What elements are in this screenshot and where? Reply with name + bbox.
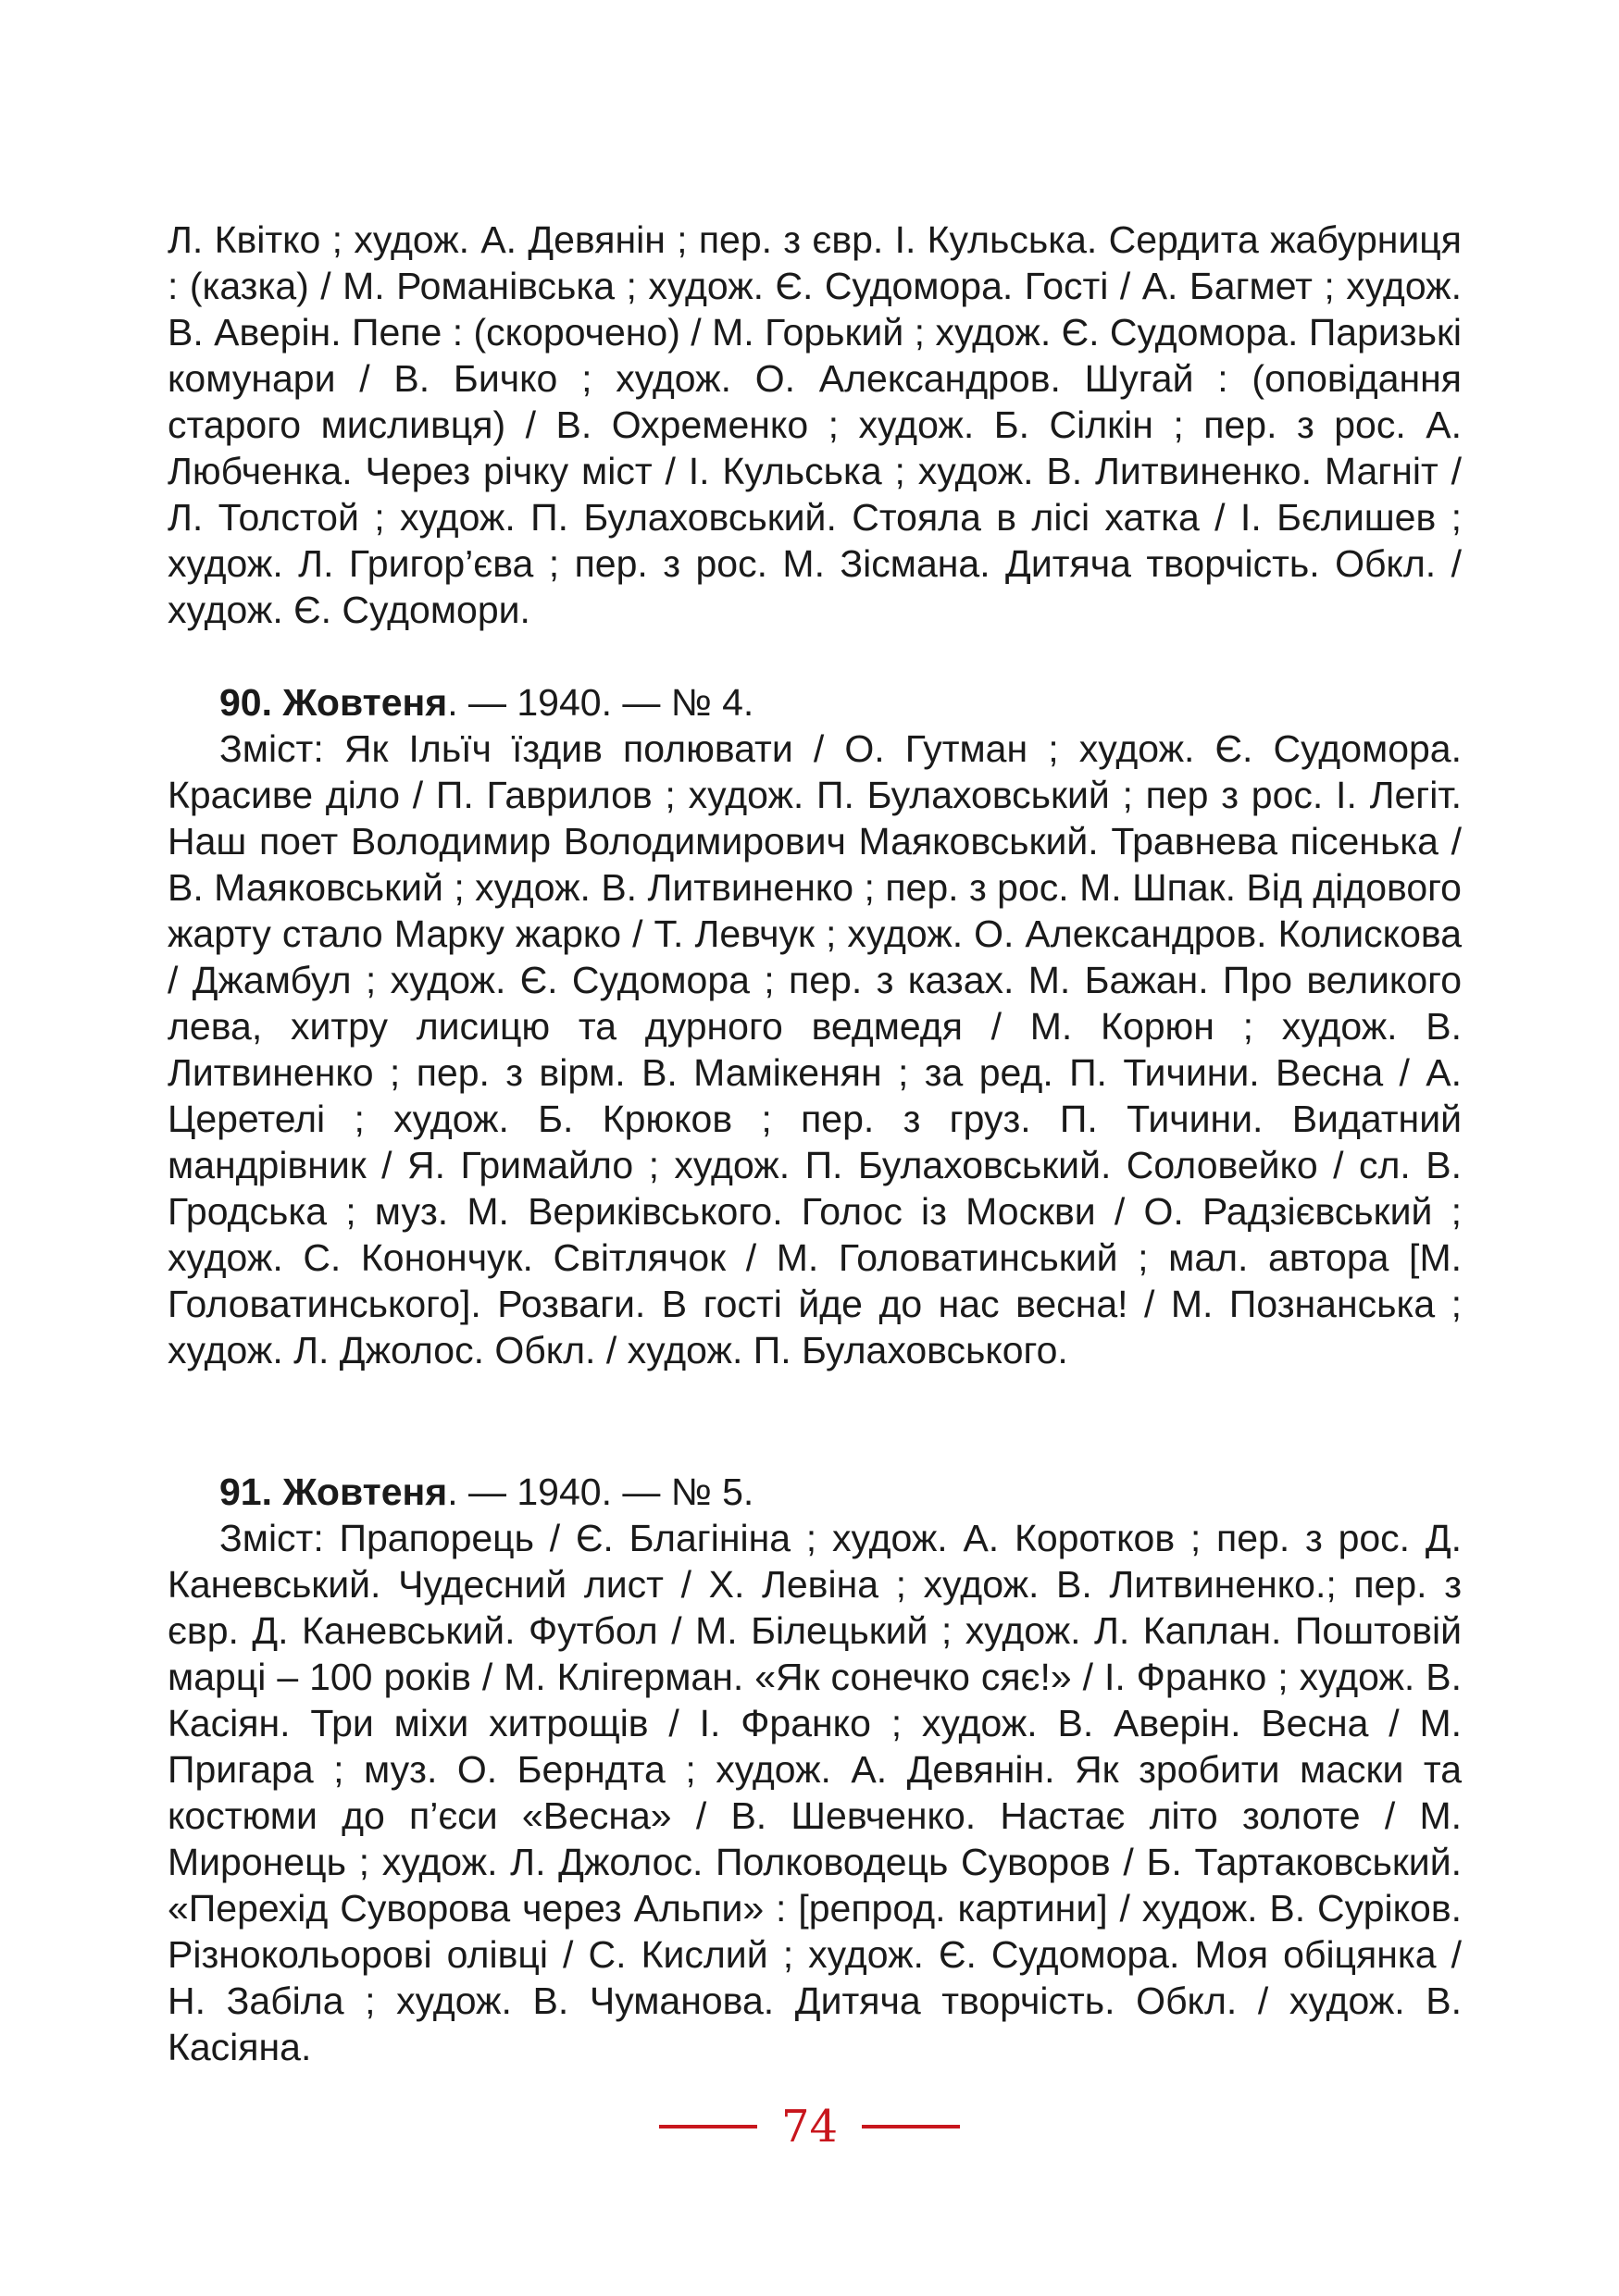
entry-details: . — 1940. — № 5. — [447, 1471, 754, 1513]
footer-rule-left — [659, 2125, 757, 2128]
intro-paragraph: Л. Квітко ; худож. А. Девянін ; пер. з євр. І. Кульська. Сердита жабурниця : (казка) / М. Романівська ; худож. Є. Судомора. Гості / А. Багмет ; худож. В. Аверін. Пепе : (скорочено) / М. Горький ; худож. Є. Судомора. Паризькі комунари / В. Бичко ; худож. О. Александров. Шугай : (оповідання старого мисливця) / В. Охременко ; худож. Б. Сілкін ; пер. з рос. А. Любченка. Через річку міст / І. Кульська ; худож. В. Литвиненко. Магніт / Л. Толстой ; худож. П. Булаховський. Стояла в лісі хатка / І. Бєлишев ; худож. Л. Григор’єва ; пер. з рос. М. Зісмана. Дитяча творчість. Обкл. / худож. Є. Судомори. — [168, 218, 1462, 631]
footer-rule-right — [862, 2125, 960, 2128]
intro-paragraph-block — [168, 217, 1462, 633]
entry-contents: Зміст: Прапорець / Є. Благініна ; худож. А. Коротков ; пер. з рос. Д. Каневський. Чудесний лист / Х. Левіна ; худож. В. Литвиненко.; пер. з євр. Д. Каневський. Футбол / М. Білецький ; худож. Л. Каплан. Поштовій марці – 100 років / М. Клігерман. «Як сонечко сяє!» / І. Франко ; худож. В. Касіян. Три міхи хитрощів / І. Франко ; худож. В. Аверін. Весна / М. Пригара ; муз. О. Берндта ; худож. А. Девянін. Як зробити маски та костюми до п’єси «Весна» / В. Шевченко. Настає літо золоте / М. Миронець ; худож. Л. Джолос. Полководець Суворов / Б. Тартаковський. «Перехід Суворова через Альпи» : [репрод. картини] / худож. В. Суріков. Різнокольорові олівці / С. Кислий ; худож. Є. Судомора. Моя обіцянка / Н. Забіла ; худож. В. Чуманова. Дитяча творчість. Обкл. / худож. В. Касіяна. — [168, 1517, 1462, 2068]
entry-heading — [168, 679, 1462, 726]
entry-number-title: 90. Жовтеня — [219, 681, 448, 724]
page-number: 74 — [780, 2101, 839, 2153]
entry-contents: Зміст: Як Ільїч їздив полювати / О. Гутман ; худож. Є. Судомора. Красиве діло / П. Гаврилов ; худож. П. Булаховський ; пер з рос. І. Легіт. Наш поет Володимир Володимирович Маяковський. Травнева пісенька / В. Маяковський ; худож. В. Литвиненко ; пер. з рос. М. Шпак. Від дідового жарту стало Марку жарко / Т. Левчук ; худож. О. Александров. Колискова / Джамбул ; худож. Є. Судомора ; пер. з казах. М. Бажан. Про великого лева, хитру лисицю та дурного ведмедя / М. Корюн ; худож. В. Литвиненко ; пер. з вірм. В. Мамікенян ; за ред. П. Тичини. Весна / А. Церетелі ; худож. Б. Крюков ; пер. з груз. П. Тичини. Видатний мандрівник / Я. Гримайло ; худож. П. Булаховський. Соловейко / сл. В. Гродська ; муз. М. Вериківського. Голос із Москви / О. Радзієвський ; худож. С. Конончук. Світлячок / М. Головатинський ; мал. автора [М. Головатинського]. Розваги. В гості йде до нас весна! / М. Познанська ; худож. Л. Джолос. Обкл. / худож. П. Булаховського. — [168, 727, 1462, 1371]
entry-heading — [168, 1469, 1462, 1515]
page-footer — [0, 2099, 1619, 2154]
bibliography-entry-91 — [168, 1469, 1462, 2070]
entry-details: . — 1940. — № 4. — [447, 681, 754, 724]
bibliography-entry-90 — [168, 679, 1462, 1373]
entry-number-title: 91. Жовтеня — [219, 1471, 448, 1513]
